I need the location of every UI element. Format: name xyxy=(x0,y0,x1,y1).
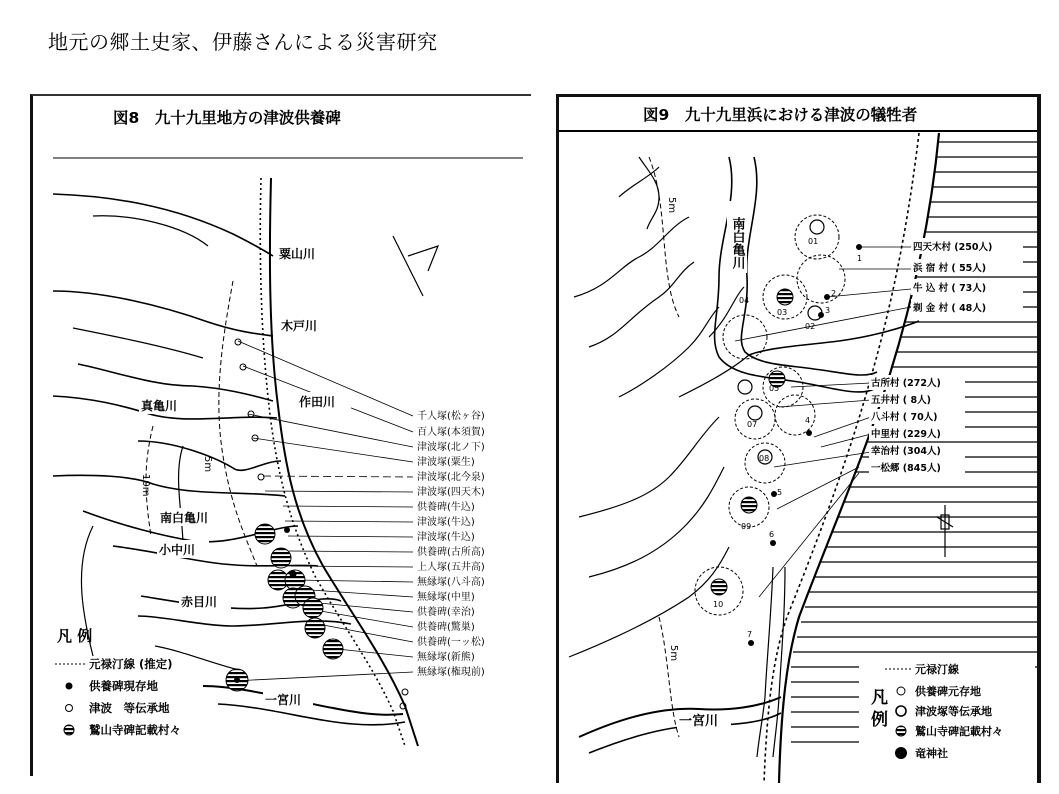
circle-id: 10 xyxy=(713,600,724,609)
fig9-legend xyxy=(859,659,1035,783)
river-label: 粟山川 xyxy=(279,247,316,261)
contour-label: 10m xyxy=(140,474,151,497)
point-id: 2 xyxy=(831,289,837,298)
fig8-label: 津波塚(北今泉) xyxy=(417,472,485,483)
village-label: 剃 金 村 ( 48人) xyxy=(913,303,987,314)
fig8-label: 無縁塚(八斗高) xyxy=(417,577,485,588)
legend-item: 竜神社 xyxy=(915,747,948,760)
point-id: 4 xyxy=(805,416,811,425)
fig8-label: 供養碑(驚巣) xyxy=(417,622,475,633)
fig8-label: 無縁塚(新熊) xyxy=(417,652,475,663)
contour-label: 5m xyxy=(668,645,679,662)
village-label: 一松郷 (845人) xyxy=(871,463,941,474)
village-label: 四天木村 (250人) xyxy=(913,242,993,253)
river-label: 作田川 xyxy=(299,395,336,409)
point-id: 6 xyxy=(769,530,775,539)
figure-9-panel xyxy=(556,94,1041,783)
legend-title-2: 例 xyxy=(871,710,888,730)
fig8-label: 百人塚(本須賀) xyxy=(417,427,485,438)
fig8-label: 供養碑(幸治) xyxy=(417,607,475,618)
fig8-label: 無縁塚(中里) xyxy=(417,592,475,603)
river-label: 真亀川 xyxy=(141,399,178,413)
village-label: 古所村 (272人) xyxy=(871,378,941,389)
village-label: 中里村 (229人) xyxy=(871,429,941,440)
contour-label: 5m xyxy=(666,197,677,214)
river-label: 木戸川 xyxy=(281,319,318,333)
river-label: 一宮川 xyxy=(265,693,302,707)
figure-9-title: 図9 九十九里浜における津波の犠牲者 xyxy=(643,106,918,124)
fig8-label: 津波塚(牛込) xyxy=(417,532,475,543)
fig8-label: 供養碑(一ッ松) xyxy=(417,637,485,648)
circle-id: 07 xyxy=(747,420,758,429)
point-id: 3 xyxy=(825,306,831,315)
point-id: 5 xyxy=(777,488,783,497)
legend-item: 元禄汀線 xyxy=(915,663,959,676)
village-label: 幸治村 (304人) xyxy=(871,446,941,457)
point-id: 1 xyxy=(857,254,863,263)
circle-id: 04 xyxy=(739,296,750,305)
river-label: 南白亀川 xyxy=(160,511,209,525)
circle-id: 01 xyxy=(808,237,819,246)
legend-item: 鷲山寺碑記載村々 xyxy=(915,725,1003,738)
legend-item: 供養碑現存地 xyxy=(89,679,158,693)
river-label: 南白亀川 xyxy=(729,217,745,269)
legend-title-1: 凡 xyxy=(871,688,888,708)
fig8-label: 千人塚(松ヶ谷) xyxy=(417,411,485,422)
village-label: 五井村 ( 8人) xyxy=(871,395,931,406)
legend-item: 鷲山寺碑記載村々 xyxy=(89,723,181,737)
village-label: 浜 宿 村 ( 55人) xyxy=(913,263,987,274)
fig8-label: 津波塚(粟生) xyxy=(417,457,475,468)
fig8-label: 上人塚(五井高) xyxy=(417,562,485,573)
circle-id: 03 xyxy=(777,308,788,317)
river-label: 一宮川 xyxy=(679,714,719,729)
fig8-label: 無縁塚(権現前) xyxy=(417,667,485,678)
circle-id: 08 xyxy=(759,454,770,463)
circle-id: 05 xyxy=(769,384,780,393)
river-label: 小中川 xyxy=(159,543,196,557)
figure-8-map xyxy=(33,96,531,776)
circle-id: 02 xyxy=(805,322,816,331)
legend-item: 供養碑元存地 xyxy=(915,685,981,698)
legend-item: 津波塚等伝承地 xyxy=(915,705,992,718)
contour-label: 5m xyxy=(202,456,213,473)
slide-title: 地元の郷土史家、伊藤さんによる災害研究 xyxy=(48,30,438,54)
fig8-label: 供養碑(古所高) xyxy=(417,547,485,558)
figure-9-map xyxy=(559,97,1037,783)
village-label: 八斗村 ( 70人) xyxy=(871,412,938,423)
river-label: 赤目川 xyxy=(181,595,218,609)
point-id: 7 xyxy=(747,630,753,639)
fig8-label: 供養碑(牛込) xyxy=(417,502,475,513)
legend-item: 津波 等伝承地 xyxy=(89,701,170,715)
figure-8-title: 図8 九十九里地方の津波供養碑 xyxy=(113,109,341,127)
fig8-legend xyxy=(55,627,181,737)
circle-id: 09 xyxy=(741,522,752,531)
legend-item: 元禄汀線 (推定) xyxy=(89,657,173,671)
fig8-label: 津波塚(北ノ下) xyxy=(417,442,485,453)
village-label: 牛 込 村 ( 73人) xyxy=(913,283,987,294)
legend-title: 凡 例 xyxy=(57,627,93,645)
fig8-label: 津波塚(牛込) xyxy=(417,517,475,528)
figure-8-panel xyxy=(30,94,531,776)
fig8-label: 津波塚(四天木) xyxy=(417,487,485,498)
